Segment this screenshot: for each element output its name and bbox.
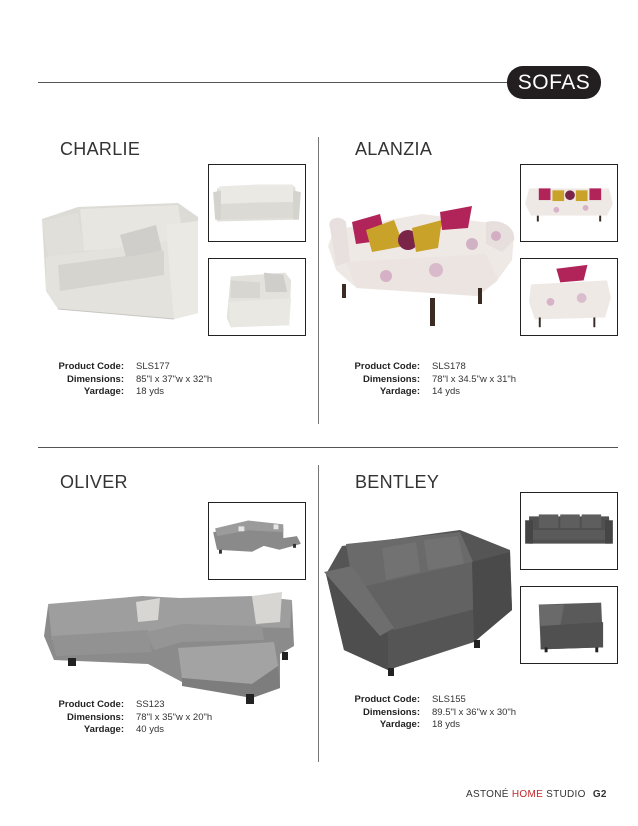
product-hero-image — [42, 592, 294, 704]
page-footer — [466, 789, 607, 800]
middle-divider — [38, 447, 618, 448]
product-thumbnail-front — [208, 164, 306, 242]
product-code: SLS178 — [432, 361, 466, 372]
product-thumbnail-side — [208, 258, 306, 336]
product-specs: Product Code: SLS177 Dimensions: 85"l x 37"w x 32"h Yardage: 18 yds — [58, 361, 213, 397]
section-title: SOFAS — [507, 66, 601, 99]
product-name: ALANZIA — [355, 139, 433, 159]
product-yardage: 40 yds — [136, 724, 164, 735]
column-divider-top — [318, 137, 319, 424]
product-specs: Product Code: SLS155 Dimensions: 89.5"l x 36"w x 30"h Yardage: 18 yds — [354, 694, 517, 730]
product-specs: Product Code: SS123 Dimensions: 78"l x 35"w x 20"h Yardage: 40 yds — [58, 699, 213, 735]
product-yardage: 14 yds — [432, 386, 460, 397]
product-code: SLS177 — [136, 361, 170, 372]
brand-suffix: STUDIO — [543, 789, 586, 800]
product-code: SLS155 — [432, 694, 466, 705]
product-yardage: 18 yds — [136, 386, 164, 397]
product-hero-image — [38, 195, 206, 323]
product-thumbnail-front — [520, 492, 618, 570]
product-dimensions: 78"l x 35"w x 20"h — [136, 711, 213, 723]
product-specs: Product Code: SLS178 Dimensions: 78"l x 34.5"w x 31"h Yardage: 14 yds — [354, 361, 517, 397]
product-dimensions: 89.5"l x 36"w x 30"h — [432, 706, 517, 718]
product-thumbnail-top — [208, 502, 306, 580]
product-thumbnail-front — [520, 164, 618, 242]
product-yardage: 18 yds — [432, 719, 460, 730]
product-dimensions: 78"l x 34.5"w x 31"h — [432, 373, 517, 385]
product-hero-image — [324, 530, 514, 682]
brand-name: ASTONÉ — [466, 789, 509, 800]
product-hero-image — [326, 200, 518, 338]
brand-accent: HOME — [511, 789, 544, 800]
product-dimensions: 85"l x 37"w x 32"h — [136, 373, 213, 385]
page-number: G2 — [592, 789, 607, 800]
product-name: BENTLEY — [355, 472, 440, 492]
product-name: OLIVER — [60, 472, 128, 492]
product-name: CHARLIE — [60, 139, 141, 159]
product-code: SS123 — [136, 699, 165, 710]
column-divider-bottom — [318, 465, 319, 762]
product-thumbnail-side — [520, 258, 618, 336]
product-thumbnail-side — [520, 586, 618, 664]
